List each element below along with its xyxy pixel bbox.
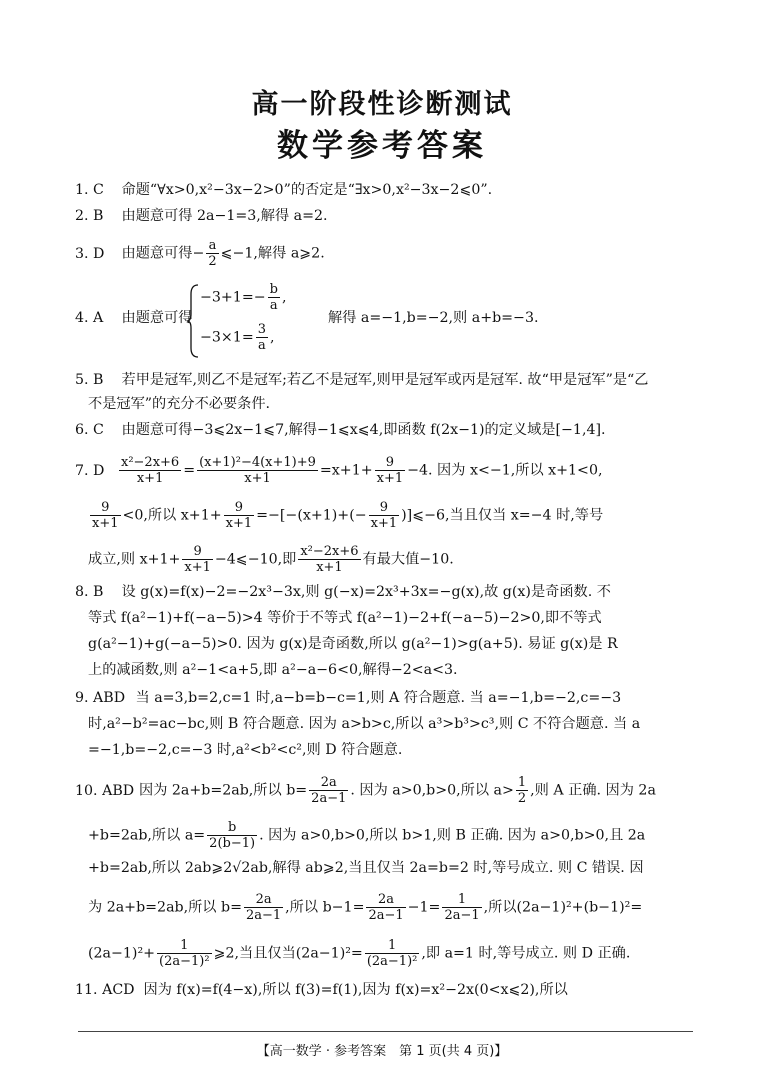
fraction: $\frac{\text{x²−2x+6}}{x+1}$ [300,544,359,575]
answer-number: 5. B [75,372,104,388]
fraction: $\frac{a}{2}$ [208,238,217,269]
fraction: $\frac{1}{\text{(2a−1)²}}$ [366,938,418,969]
answer-number: 3. D [75,245,105,262]
answer-4 [75,308,193,328]
answer-number: 6. C [75,422,104,438]
answer-number: 1. C [75,182,104,198]
answer-text: 设 g(x)=f(x)−2=−2x³−3x,则 g(−x)=2x³+3x=−g(x),故 g(x)是奇函数. 不 [121,584,611,600]
answer-text: 因为 f(x)=f(4−x),所以 f(3)=f(1),因为 f(x)=x²−2x(0<x⩽2),所以 [143,982,568,998]
answer-8-cont: 上的减函数,则 a²−1<a+5,即 a²−a−6<0,解得−2<a<3. [88,662,458,678]
answer-number: 9. ABD [75,690,126,706]
answer-number: 11. ACD [75,982,135,998]
answer-text: 由题意可得− [121,245,205,262]
system-line-2: −3×1= $\frac{3}{a}$ , [200,322,275,353]
answer-10-line-4: 为 2a+b=2ab,所以 b= $\frac{2a}{2a-1}$ ,所以 b−1= $\frac{2a}{2a-1}$ −1= $\frac{1}{2a-1}$ ,所以(2a−1)²+(b−1)²= [88,892,643,923]
fraction: $\frac{b}{a}$ [269,282,278,313]
fraction: $\frac{\text{x²−2x+6}}{x+1}$ [121,455,180,486]
answer-8-cont: g(a²−1)+g(−a−5)>0. 因为 g(x)是奇函数,所以 g(a²−1)>g(a+5). 易证 g(x)是 R [88,636,618,652]
answer-10: 10. ABD 因为 2a+b=2ab,所以 b= $\frac{2a}{2a-1}$ . 因为 a>0,b>0,所以 a> $\frac{1}{2}$ ,则 A 正确. 因为 2a [75,775,656,806]
answer-text: ⩽−1,解得 a⩾2. [220,245,325,262]
answer-4-result: 解得 a=−1,b=−2,则 a+b=−3. [328,310,539,326]
fraction: $\frac{\text{(x+1)²−4(x+1)+9}}{x+1}$ [199,455,316,486]
fraction: $\frac{1}{2a-1}$ [444,892,480,923]
fraction: $\frac{9}{x+1}$ [184,544,211,575]
answer-number: 2. B [75,208,104,224]
answer-10-line-5: (2a−1)²+ $\frac{1}{\text{(2a−1)²}}$ ⩾2,当且仅当(2a−1)²= $\frac{1}{\text{(2a−1)²}}$ ,即 a=1 时,等号成立. 则 D 正确. [88,938,631,969]
answer-9 [75,688,695,708]
answer-text: 由题意可得 [121,310,193,326]
answer-text: 由题意可得−3⩽2x−1⩽7,解得−1⩽x⩽4,即函数 f(2x−1)的定义域是[−1,4]. [121,422,606,438]
system-line-1: −3+1=− $\frac{b}{a}$ , [200,282,287,313]
answer-2 [75,206,695,226]
fraction: $\frac{9}{x+1}$ [376,455,404,486]
answer-10-line-3: +b=2ab,所以 2ab⩾2√2ab,解得 ab⩾2,当且仅当 2a=b=2 时,等号成立. 则 C 错误. 因 [88,860,644,876]
fraction: $\frac{2a}{2a-1}$ [311,775,347,806]
answer-9-cont: 时,a²−b²=ac−bc,则 B 符合题意. 因为 a>b>c,所以 a³>b³>c³,则 C 不符合题意. 当 a [88,716,641,732]
answer-7-line-3: 成立,则 x+1+ $\frac{9}{x+1}$ −4⩽−10,即 $\frac{\text{x²−2x+6}}{x+1}$ 有最大值−10. [88,544,454,575]
fraction: $\frac{1}{2}$ [517,775,527,806]
answer-11 [75,980,695,1000]
answer-number: 7. D [75,462,105,479]
answer-number: 4. A [75,310,104,326]
answer-text: 命题“∀x>0,x²−3x−2>0”的否定是“∃x>0,x²−3x−2⩽0”. [121,182,493,198]
answer-text: 若甲是冠军,则乙不是冠军;若乙不是冠军,则甲是冠军或丙是冠军. 故“甲是冠军”是“乙 [121,372,649,388]
answer-number: 10. ABD [75,782,135,799]
brace-icon [186,284,200,358]
fraction: $\frac{9}{x+1}$ [92,500,119,531]
answer-number: 8. B [75,584,104,600]
answer-5 [75,370,695,390]
fraction: $\frac{1}{\text{(2a−1)²}}$ [159,938,210,969]
answer-5-cont: 不是冠军”的充分不必要条件. [88,396,271,412]
answer-8-cont: 等式 f(a²−1)+f(−a−5)>4 等价于不等式 f(a²−1)−2+f(−a−5)−2>0,即不等式 [88,610,602,626]
fraction: $\frac{2a}{2a-1}$ [245,892,282,923]
answer-3 [75,238,695,269]
answer-6 [75,420,695,440]
page-title: 高一阶段性诊断测试 [251,89,513,120]
fraction: $\frac{9}{x+1}$ [370,500,398,531]
fraction: $\frac{9}{x+1}$ [225,500,253,531]
fraction: $\frac{b}{2(b-1)}$ [209,820,256,851]
footer-divider [78,1031,693,1032]
answer-text: 由题意可得 2a−1=3,解得 a=2. [121,208,328,224]
fraction: $\frac{2a}{2a-1}$ [368,892,404,923]
answer-7: 7. D $\frac{\text{x²−2x+6}}{x+1}$ = $\frac{\text{(x+1)²−4(x+1)+9}}{x+1}$ =x+1+ $\frac{9}{x+1}$ −4. 因为 x<−1,所以 x+1<0, [75,455,603,486]
answer-text: 当 a=3,b=2,c=1 时,a−b=b−c=1,则 A 符合题意. 当 a=−1,b=−2,c=−3 [135,690,622,706]
page-subtitle: 数学参考答案 [277,128,487,164]
answer-9-cont: =−1,b=−2,c=−3 时,a²<b²<c²,则 D 符合题意. [88,742,403,758]
answer-8 [75,582,695,602]
fraction: $\frac{3}{a}$ [257,322,266,353]
answer-10-line-2: +b=2ab,所以 a= $\frac{b}{2(b-1)}$ . 因为 a>0,b>0,所以 b>1,则 B 正确. 因为 a>0,b>0,且 2a [88,820,646,851]
answer-7-line-2: $\frac{9}{x+1}$ <0,所以 x+1+ $\frac{9}{x+1}$ =−[−(x+1)+(− $\frac{9}{x+1}$ )]⩽−6,当且仅当 x=−4 时,等号 [92,500,604,531]
answer-1 [75,180,695,200]
page-footer: 【高一数学 · 参考答案 第 1 页(共 4 页)】 [256,1044,508,1059]
